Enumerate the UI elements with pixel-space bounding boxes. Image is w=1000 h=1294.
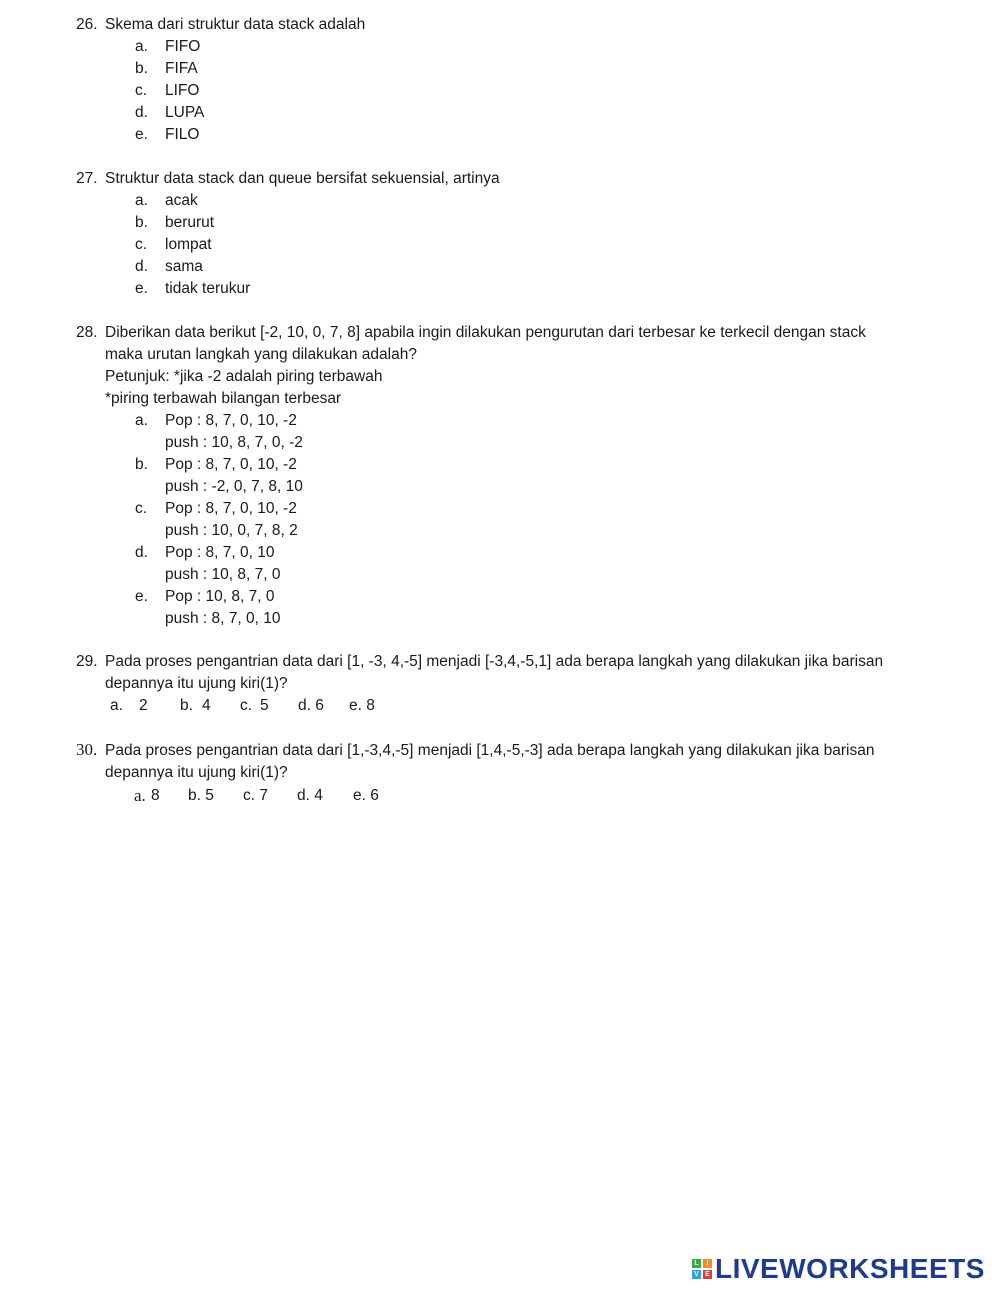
logo-mark-letter: V <box>692 1270 701 1279</box>
option-pop[interactable]: Pop : 8, 7, 0, 10 <box>165 544 275 561</box>
option-letter: a. <box>134 786 146 805</box>
option-letter: a. <box>135 192 148 209</box>
option-letter: d. <box>135 544 148 561</box>
option-letter: c. <box>135 500 148 517</box>
option-text[interactable]: d. 4 <box>297 787 323 804</box>
option-text[interactable]: 2 <box>139 697 148 714</box>
question-30-number: 30. <box>76 740 98 759</box>
option-letter: e. <box>135 280 148 297</box>
option-text[interactable]: 4 <box>202 697 211 714</box>
liveworksheets-logo <box>692 1252 985 1286</box>
question-28-hint: *piring terbawah bilangan terbesar <box>105 390 342 407</box>
option-push[interactable]: push : 10, 8, 7, 0 <box>165 566 281 583</box>
option-push[interactable]: push : -2, 0, 7, 8, 10 <box>165 478 303 495</box>
option-letter: c. <box>240 697 253 714</box>
option-pop[interactable]: Pop : 8, 7, 0, 10, -2 <box>165 412 297 429</box>
question-30-text-line: depannya itu ujung kiri(1)? <box>105 764 288 781</box>
question-26-number: 26. <box>76 16 98 33</box>
option-text[interactable]: FIFA <box>165 60 198 77</box>
option-text[interactable]: b. 5 <box>188 787 214 804</box>
option-letter: c. <box>135 82 148 99</box>
option-letter: e. <box>135 588 148 605</box>
option-letter: b. <box>135 60 148 77</box>
option-letter: a. <box>135 412 148 429</box>
option-letter: c. <box>135 236 148 253</box>
question-26-text: Skema dari struktur data stack adalah <box>105 16 366 33</box>
option-text[interactable]: e. 6 <box>353 787 379 804</box>
option-text[interactable]: e. 8 <box>349 697 375 714</box>
option-letter: b. <box>135 456 148 473</box>
option-text[interactable]: 5 <box>260 697 269 714</box>
option-text[interactable]: acak <box>165 192 198 209</box>
option-letter: a. <box>135 38 148 55</box>
option-text[interactable]: tidak terukur <box>165 280 251 297</box>
question-27-text: Struktur data stack dan queue bersifat sekuensial, artinya <box>105 170 500 187</box>
logo-mark-letter: I <box>703 1259 712 1268</box>
question-29-text-line: Pada proses pengantrian data dari [1, -3, 4,-5] menjadi [-3,4,-5,1] ada berapa langkah yang dilakukan jika barisan <box>105 653 884 670</box>
option-letter: d. <box>135 258 148 275</box>
option-text[interactable]: LUPA <box>165 104 205 121</box>
option-text[interactable]: FIFO <box>165 38 201 55</box>
option-push[interactable]: push : 10, 8, 7, 0, -2 <box>165 434 303 451</box>
option-text[interactable]: berurut <box>165 214 215 231</box>
option-letter: b. <box>135 214 148 231</box>
question-29-number: 29. <box>76 653 98 670</box>
option-push[interactable]: push : 8, 7, 0, 10 <box>165 610 281 627</box>
option-pop[interactable]: Pop : 8, 7, 0, 10, -2 <box>165 500 297 517</box>
logo-mark-letter: E <box>703 1270 712 1279</box>
option-pop[interactable]: Pop : 8, 7, 0, 10, -2 <box>165 456 297 473</box>
question-28-hint: Petunjuk: *jika -2 adalah piring terbawah <box>105 368 383 385</box>
option-text[interactable]: lompat <box>165 236 212 253</box>
option-letter: a. <box>110 697 123 714</box>
option-letter: e. <box>135 126 148 143</box>
option-letter: b. <box>180 697 193 714</box>
question-28-number: 28. <box>76 324 98 341</box>
question-28-text-line: Diberikan data berikut [-2, 10, 0, 7, 8] apabila ingin dilakukan pengurutan dari terbesar ke terkecil dengan stack <box>105 324 866 341</box>
option-text[interactable]: 8 <box>151 787 160 804</box>
option-text[interactable]: c. 7 <box>243 787 268 804</box>
option-text[interactable]: d. 6 <box>298 697 324 714</box>
option-text[interactable]: sama <box>165 258 203 275</box>
option-push[interactable]: push : 10, 0, 7, 8, 2 <box>165 522 298 539</box>
question-28-text-line: maka urutan langkah yang dilakukan adalah? <box>105 346 417 363</box>
option-text[interactable]: FILO <box>165 126 200 143</box>
logo-text: LIVEWORKSHEETS <box>715 1253 985 1284</box>
question-30-text-line: Pada proses pengantrian data dari [1,-3,4,-5] menjadi [1,4,-5,-3] ada berapa langkah yang dilakukan jika barisan <box>105 742 875 759</box>
option-pop[interactable]: Pop : 10, 8, 7, 0 <box>165 588 275 605</box>
question-27-number: 27. <box>76 170 98 187</box>
option-text[interactable]: LIFO <box>165 82 200 99</box>
logo-mark-letter: L <box>692 1259 701 1268</box>
liveworksheets-logo-mark <box>692 1259 712 1279</box>
option-letter: d. <box>135 104 148 121</box>
question-29-text-line: depannya itu ujung kiri(1)? <box>105 675 288 692</box>
